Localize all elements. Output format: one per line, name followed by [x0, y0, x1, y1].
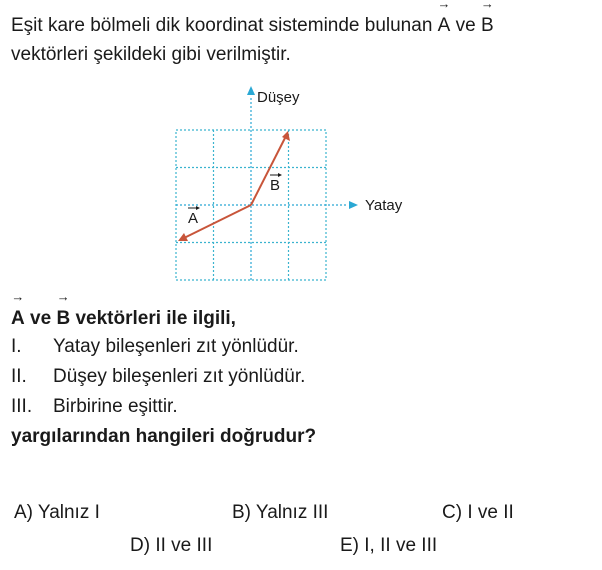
vector-a-symbol: → A	[438, 9, 451, 40]
heading-rest: vektörleri ile ilgili,	[75, 308, 236, 329]
intro-conjunction: ve	[455, 15, 476, 36]
question-prompt: yargılarından hangileri doğrudur?	[11, 426, 317, 447]
svg-text:B: B	[270, 177, 281, 194]
intro-text-end: vektörleri şekildeki gibi verilmiştir.	[11, 44, 291, 65]
statement-i	[11, 332, 596, 362]
question-intro	[11, 9, 596, 69]
statement-text: Birbirine eşittir.	[53, 396, 178, 417]
statement-iii	[11, 392, 596, 422]
statement-text: Yatay bileşenleri zıt yönlüdür.	[53, 336, 299, 357]
option-b[interactable]: B) Yalnız III	[232, 502, 329, 523]
option-a[interactable]: A) Yalnız I	[14, 502, 100, 523]
option-c[interactable]: C) I ve II	[442, 502, 514, 523]
vector-figure	[160, 80, 430, 285]
statement-number: I.	[11, 336, 22, 357]
statement-number: II.	[11, 366, 27, 387]
intro-text-start: Eşit kare bölmeli dik koordinat sisteminde bulunan	[11, 15, 433, 36]
vertical-axis-label: Düşey	[257, 89, 300, 106]
option-e[interactable]: E) I, II ve III	[340, 535, 438, 556]
option-d[interactable]: D) II ve III	[130, 535, 213, 556]
vector-b-symbol: → B	[481, 9, 494, 40]
vertical-axis-arrowhead	[247, 86, 255, 95]
heading-conjunction: ve	[30, 308, 52, 329]
statement-ii	[11, 362, 596, 392]
horizontal-axis-label: Yatay	[365, 197, 403, 214]
heading-vector-b: → B	[56, 302, 70, 334]
question-body	[11, 302, 596, 452]
vector-a-label	[188, 206, 200, 227]
vector-b-label	[270, 173, 282, 194]
statement-text: Düşey bileşenleri zıt yönlüdür.	[53, 366, 306, 387]
horizontal-axis-arrowhead	[349, 201, 358, 209]
statement-number: III.	[11, 396, 33, 417]
svg-text:A: A	[188, 210, 199, 227]
question-heading	[11, 302, 596, 332]
heading-vector-a: → A	[11, 302, 25, 334]
